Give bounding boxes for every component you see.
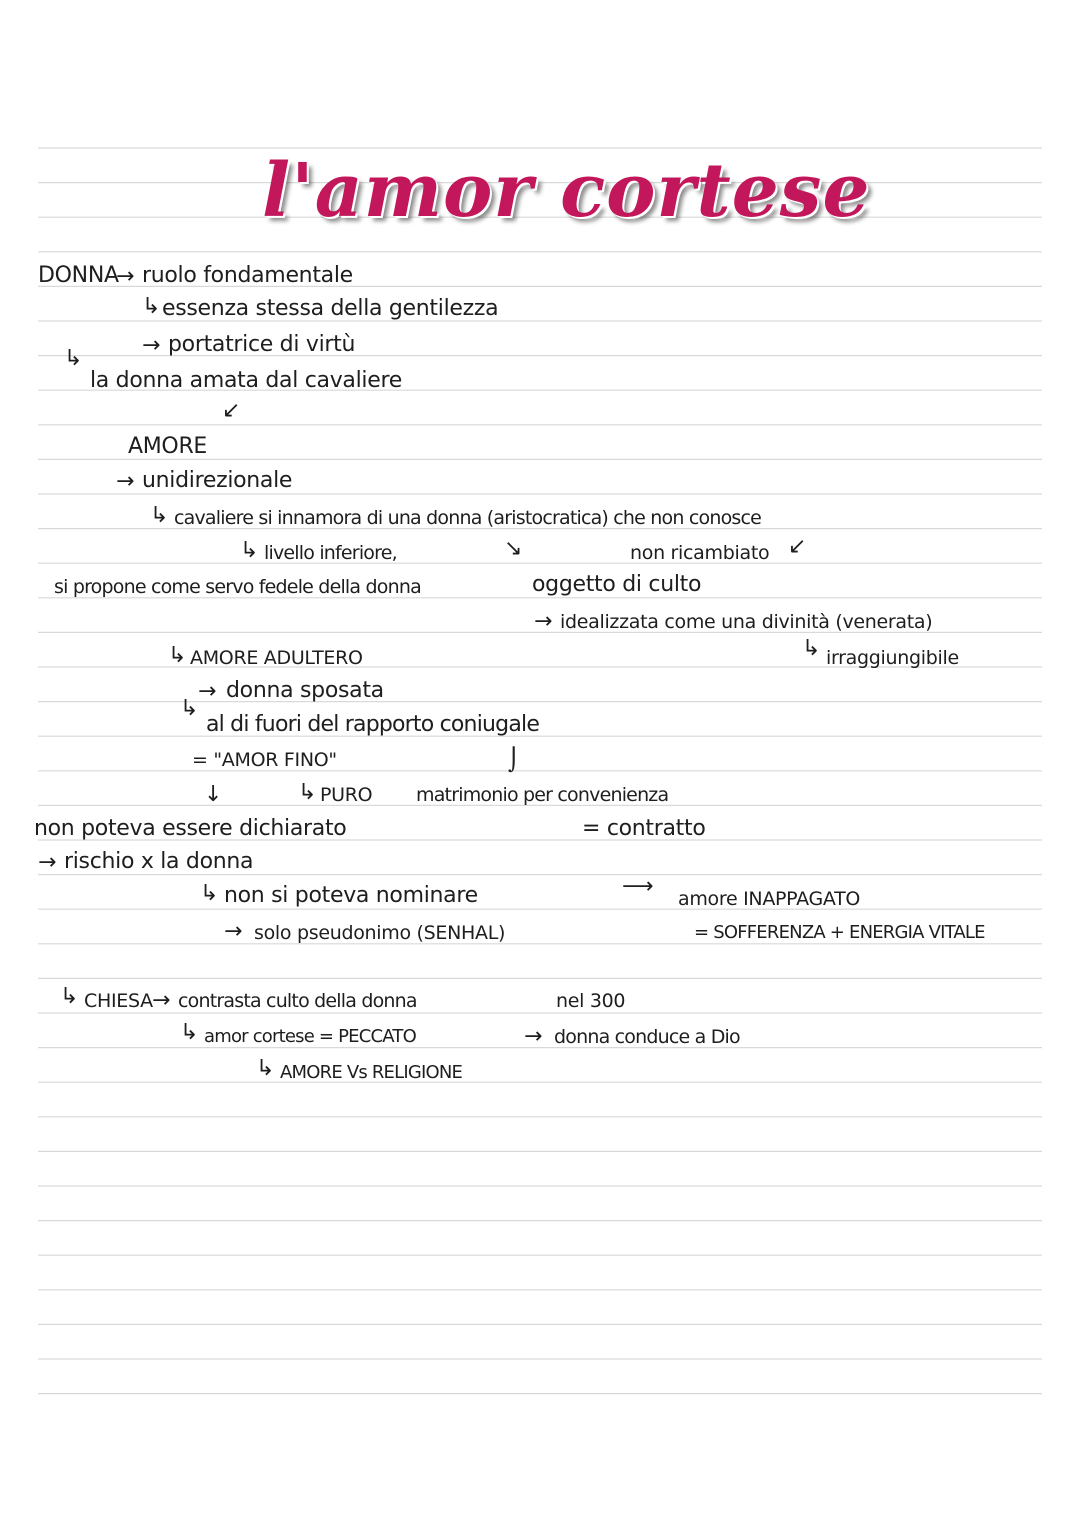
amore-unidirezionale: unidirezionale [142,468,293,493]
donna-virtu: portatrice di virtù [168,332,356,357]
adultero-dichiarato: non poteva essere dichiarato [34,816,347,841]
adultero-sposata: donna sposata [226,678,384,703]
arrow-right-icon: → [534,609,553,634]
amore-label: AMORE [128,434,208,459]
adultero-puro: PURO [320,784,373,806]
chiesa-label: CHIESA [84,990,153,1012]
adultero-sofferenza: = SOFFERENZA + ENERGIA VITALE [694,922,985,943]
arrow-right-icon: → [142,333,161,358]
hook-arrow-icon: ↳ [142,294,161,319]
donna-label: DONNA [38,263,119,288]
adultero-nominare: non si poteva nominare [224,883,478,908]
hook-arrow-icon: ↳ [150,503,169,528]
hook-arrow-icon: ↳ [256,1056,275,1081]
amore-non-ricambiato: non ricambiato [630,542,770,564]
donna-essenza: essenza stessa della gentilezza [162,296,499,321]
adultero-label: AMORE ADULTERO [190,647,363,669]
hook-arrow-icon: ↳ [180,696,199,721]
arrow-down-icon: ↘ [504,536,523,561]
chiesa-religione: AMORE Vs RELIGIONE [280,1062,463,1083]
amore-idealizzata: idealizzata come una divinità (venerata) [560,611,933,633]
hook-arrow-icon: ↳ [60,984,79,1009]
arrow-right-icon: → [152,988,171,1013]
hook-arrow-icon: ↳ [802,636,821,661]
adultero-contratto: = contratto [582,816,706,841]
adultero-inappagato: amore INAPPAGATO [678,888,861,910]
arrow-down-icon: ↙ [788,534,807,559]
arrow-down-icon: ↙ [222,398,241,423]
donna-amata: la donna amata dal cavaliere [90,368,402,393]
arrow-right-icon: → [38,850,57,875]
donna-ruolo: ruolo fondamentale [142,263,353,288]
amore-cavaliere: cavaliere si innamora di una donna (aristocratica) che non conosce [174,507,762,529]
arrow-right-icon: ⟶ [622,874,654,899]
page-title: l'amor cortese [262,148,871,234]
amore-servo: si propone come servo fedele della donna [54,576,421,598]
hook-arrow-icon: ↳ [180,1020,199,1045]
adultero-amor-fino: = "AMOR FINO" [192,749,337,771]
arrow-right-icon: → [224,919,243,944]
hook-arrow-icon: ↳ [240,538,259,563]
adultero-pseudonimo: solo pseudonimo (SENHAL) [254,922,506,944]
chiesa-dio: donna conduce a Dio [554,1026,740,1048]
arrow-right-icon: → [524,1024,543,1049]
brace-down-icon: ⌡ [508,748,520,773]
adultero-rischio: rischio x la donna [64,849,254,874]
hook-arrow-icon: ↳ [64,346,83,371]
amore-irraggiungibile: irraggiungibile [826,647,959,669]
chiesa-peccato: amor cortese = PECCATO [204,1026,416,1047]
amore-oggetto: oggetto di culto [532,572,702,597]
arrow-down-icon: ↓ [204,782,223,807]
hook-arrow-icon: ↳ [200,881,219,906]
arrow-right-icon: → [116,264,135,289]
chiesa-nel-300: nel 300 [556,990,626,1012]
arrow-right-icon: → [198,679,217,704]
adultero-matrimonio: matrimonio per convenienza [416,784,669,806]
adultero-fuori: al di fuori del rapporto coniugale [206,712,540,737]
chiesa-contrasta: contrasta culto della donna [178,990,417,1012]
hook-arrow-icon: ↳ [168,643,187,668]
amore-livello: livello inferiore, [264,542,397,564]
arrow-right-icon: → [116,469,135,494]
hook-arrow-icon: ↳ [298,780,317,805]
